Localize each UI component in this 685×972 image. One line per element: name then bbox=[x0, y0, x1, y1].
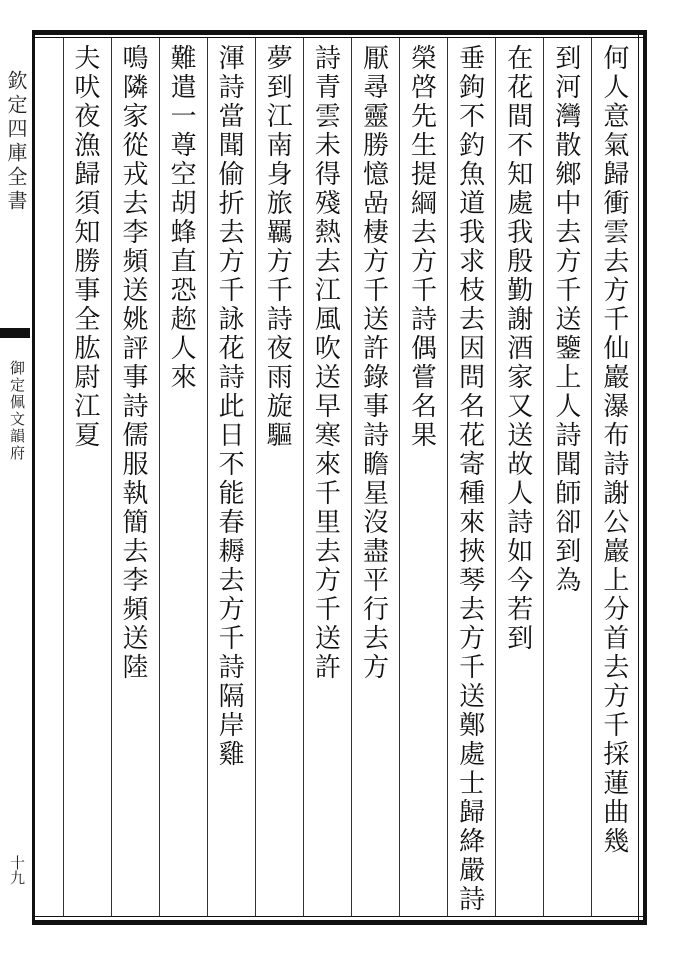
column-text: 夫吠夜漁歸須知勝事全肱尉江夏 bbox=[69, 44, 100, 450]
column-text: 夢到江南身旅羈方千詩夜雨旋驅 bbox=[262, 44, 293, 450]
text-column bbox=[494, 44, 542, 916]
margin-collection-title: 欽定四庫全書 bbox=[4, 70, 28, 214]
column-text: 何人意氣歸衝雲去方千仙巖瀑布詩謝公巖上分首去方千採蓮曲幾 bbox=[598, 44, 629, 856]
text-column bbox=[61, 44, 109, 916]
column-text: 詩青雲未得殘熱去江風吹送早寒來千里去方千送許 bbox=[310, 44, 341, 682]
margin-book-title: 御定佩文韻府 bbox=[8, 360, 26, 462]
text-column bbox=[590, 44, 638, 916]
text-column bbox=[446, 44, 494, 916]
text-column bbox=[253, 44, 301, 916]
bottom-border-rule bbox=[34, 920, 646, 925]
column-text: 榮啓先生提綱去方千詩偶嘗名果 bbox=[406, 44, 437, 450]
page-margin bbox=[0, 30, 32, 925]
text-column bbox=[157, 44, 205, 916]
text-column bbox=[542, 44, 590, 916]
column-text: 鳴隣家從戎去李頻送姚評事詩儒服執簡去李頻送陸 bbox=[117, 44, 148, 682]
page-number: 十九 bbox=[8, 855, 26, 885]
bottom-inner-rule bbox=[34, 916, 646, 917]
left-border-rule bbox=[32, 30, 35, 925]
fish-tail-block bbox=[0, 328, 30, 338]
column-text: 在花間不知處我殷勤謝酒家又送故人詩如今若到 bbox=[502, 44, 533, 653]
column-text: 垂鉤不釣魚道我求枝去因問名花寄種來挾琴去方千送鄭處士歸絳嚴詩 bbox=[454, 44, 485, 914]
top-inner-rule bbox=[34, 37, 646, 38]
top-border-rule bbox=[34, 30, 646, 35]
text-column bbox=[301, 44, 349, 916]
text-column bbox=[349, 44, 397, 916]
text-column bbox=[398, 44, 446, 916]
column-text: 渾詩當聞偷折去方千詠花詩此日不能春耨去方千詩隔岸雞 bbox=[214, 44, 245, 769]
text-column bbox=[109, 44, 157, 916]
column-text: 到河灣散鄉中去方千送鑒上人詩聞師卻到為 bbox=[550, 44, 581, 595]
right-border-rule bbox=[643, 30, 647, 925]
column-text: 難遣一尊空胡蜂直恐趂人來 bbox=[166, 44, 197, 392]
column-text: 厭尋靈勝憶嵒棲方千送許錄事詩瞻星沒盡平行去方 bbox=[358, 44, 389, 682]
right-inner-rule bbox=[638, 30, 639, 925]
text-body bbox=[60, 44, 638, 916]
text-column bbox=[205, 44, 253, 916]
